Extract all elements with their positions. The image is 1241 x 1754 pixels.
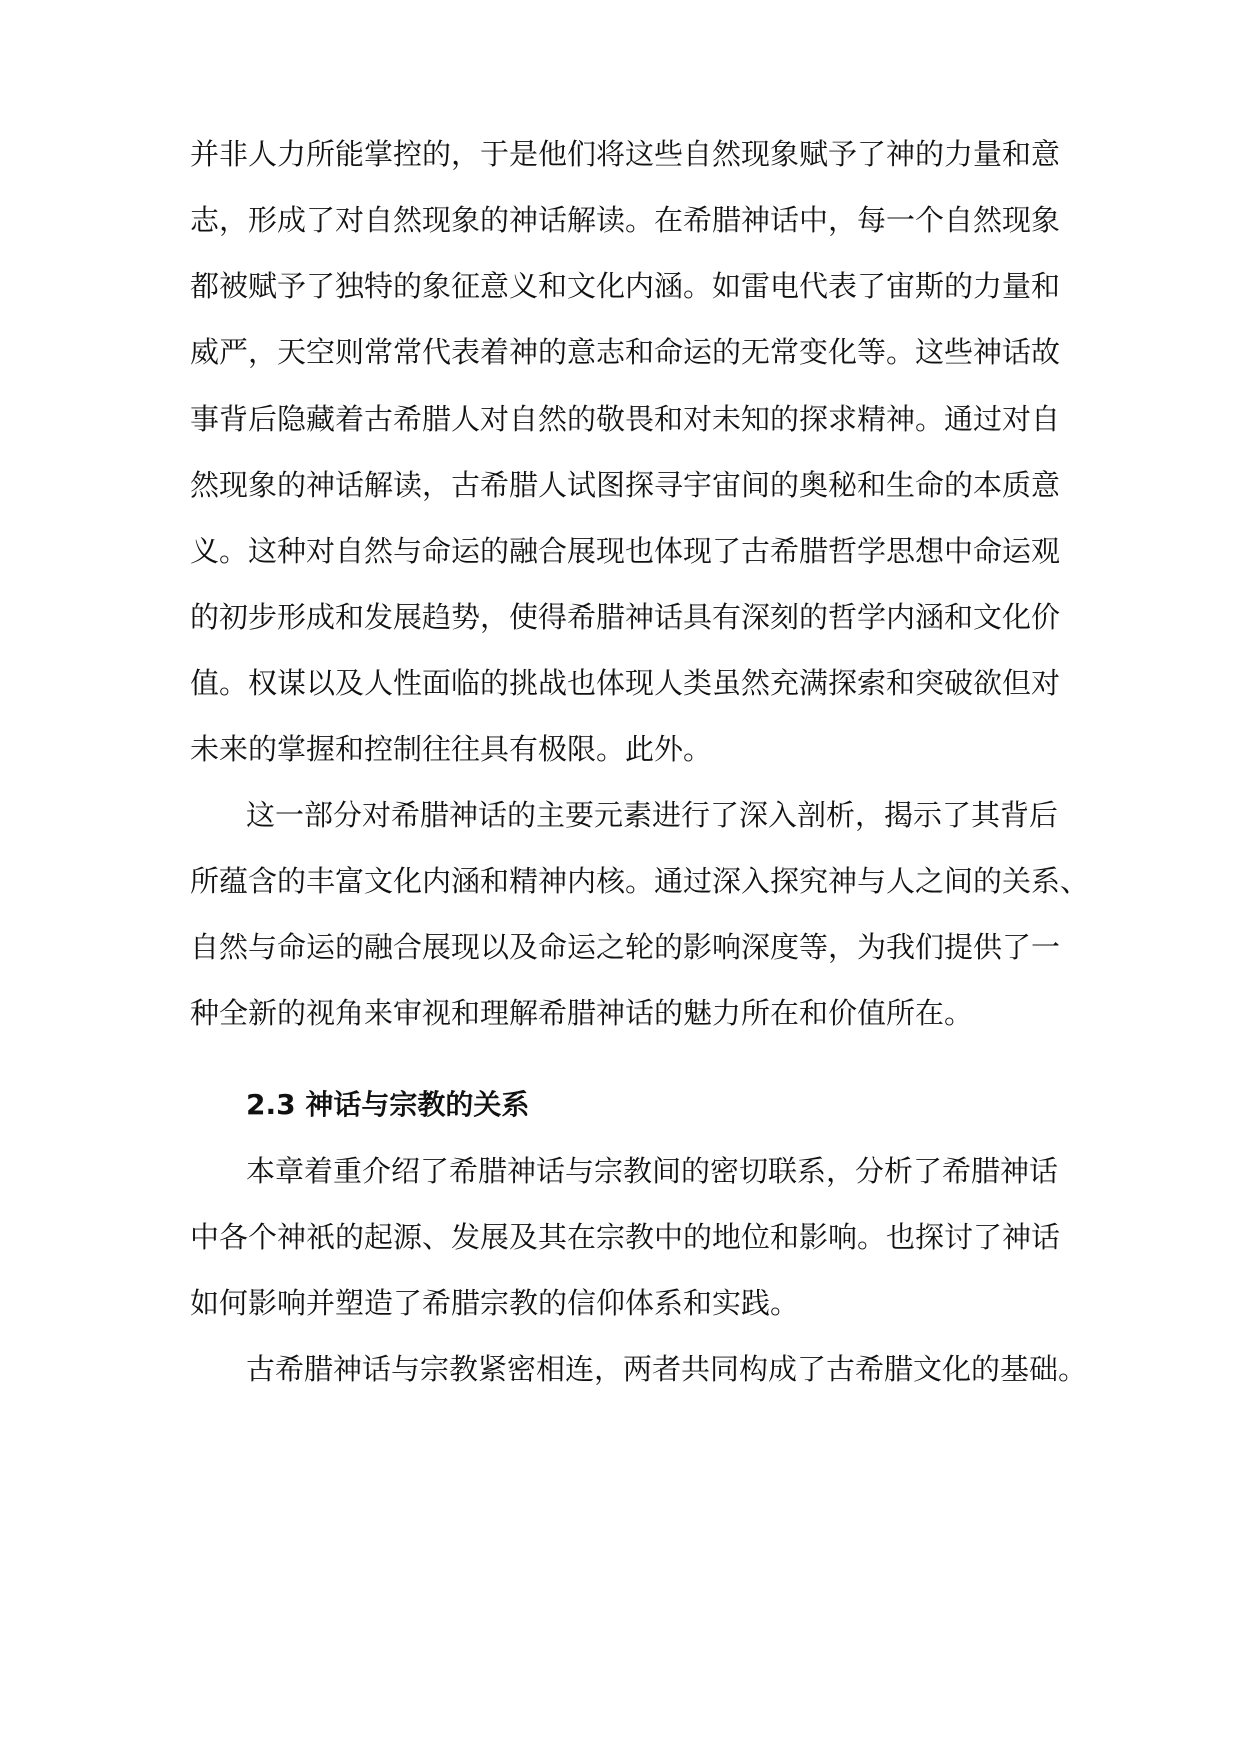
body-text-line: 自然与命运的融合展现以及命运之轮的影响深度等，为我们提供了一 — [190, 930, 1061, 964]
body-text-line: 并非人力所能掌控的，于是他们将这些自然现象赋予了神的力量和意 — [190, 137, 1061, 171]
body-text-line: 义。这种对自然与命运的融合展现也体现了古希腊哲学思想中命运观 — [190, 534, 1061, 568]
body-text-line: 中各个神祇的起源、发展及其在宗教中的地位和影响。也探讨了神话 — [190, 1220, 1061, 1254]
body-text-line: 值。权谋以及人性面临的挑战也体现人类虽然充满探索和突破欲但对 — [190, 666, 1061, 700]
body-text-line: 所蕴含的丰富文化内涵和精神内核。通过深入探究神与人之间的关系、 — [190, 864, 1090, 898]
body-text-line: 都被赋予了独特的象征意义和文化内涵。如雷电代表了宙斯的力量和 — [190, 269, 1061, 303]
body-text-line: 的初步形成和发展趋势，使得希腊神话具有深刻的哲学内涵和文化价 — [190, 600, 1061, 634]
body-text-line: 威严，天空则常常代表着神的意志和命运的无常变化等。这些神话故 — [190, 335, 1061, 369]
body-text-line: 然现象的神话解读，古希腊人试图探寻宇宙间的奥秘和生命的本质意 — [190, 468, 1061, 502]
body-text-line: 本章着重介绍了希腊神话与宗教间的密切联系，分析了希腊神话 — [246, 1154, 1059, 1188]
body-text-line: 古希腊神话与宗教紧密相连，两者共同构成了古希腊文化的基础。 — [246, 1352, 1088, 1386]
body-text-line: 种全新的视角来审视和理解希腊神话的魅力所在和价值所在。 — [190, 996, 974, 1030]
body-text-line: 如何影响并塑造了希腊宗教的信仰体系和实践。 — [190, 1286, 800, 1320]
section-heading: 2.3 神话与宗教的关系 — [246, 1088, 530, 1121]
body-text-line: 这一部分对希腊神话的主要元素进行了深入剖析，揭示了其背后 — [246, 798, 1059, 832]
body-text-line: 志，形成了对自然现象的神话解读。在希腊神话中，每一个自然现象 — [190, 203, 1061, 237]
body-text-line: 未来的掌握和控制往往具有极限。此外。 — [190, 732, 713, 766]
body-text-line: 事背后隐藏着古希腊人对自然的敬畏和对未知的探求精神。通过对自 — [190, 402, 1061, 436]
